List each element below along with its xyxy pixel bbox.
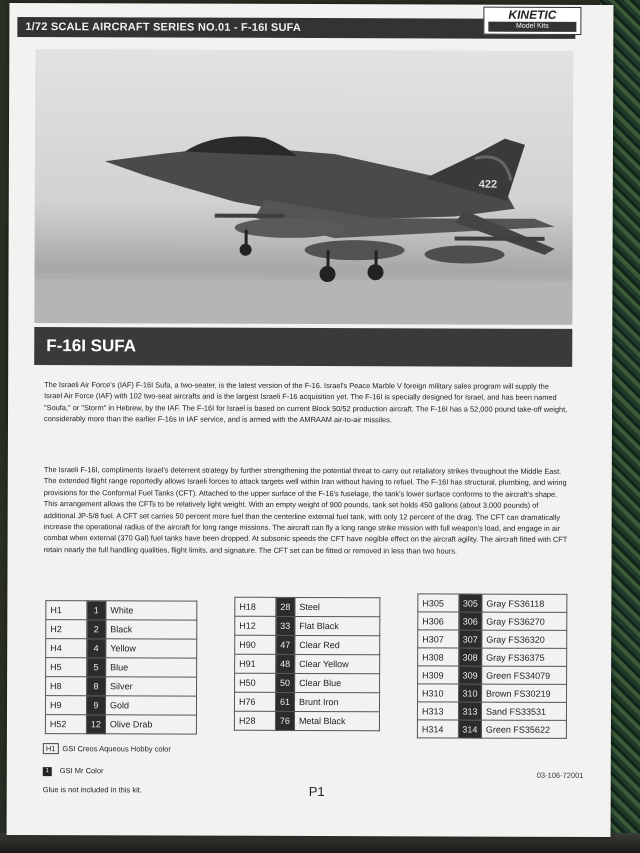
paint-number: 307	[459, 630, 482, 648]
paint-row	[235, 597, 380, 617]
paint-name: Gray FS36270	[482, 612, 567, 630]
paint-name: Yellow	[106, 639, 197, 658]
tail-number: 422	[478, 178, 498, 191]
paint-name: Sand FS33531	[481, 702, 566, 720]
aircraft-photo	[34, 49, 573, 325]
page-number: P1	[308, 783, 325, 800]
paint-table-1	[45, 600, 197, 735]
paint-code: H306	[418, 612, 459, 630]
paint-name: Clear Yellow	[295, 654, 380, 673]
paint-number: 308	[459, 648, 482, 666]
paint-code: H50	[235, 673, 276, 692]
paint-name: Gray FS36118	[482, 594, 567, 612]
paint-number: 47	[276, 635, 295, 654]
paint-row	[46, 639, 197, 659]
section-title: F-16I SUFA	[34, 327, 572, 367]
paint-code: H5	[46, 658, 87, 677]
paint-row	[417, 702, 566, 721]
paint-row	[234, 711, 379, 731]
paint-code: H52	[45, 715, 86, 734]
paint-row	[46, 677, 197, 697]
paint-row	[235, 635, 380, 655]
kinetic-logo	[483, 7, 581, 35]
paint-code: H1	[46, 601, 87, 620]
paint-number: 313	[458, 702, 481, 720]
paint-number: 28	[276, 597, 295, 616]
paint-number: 2	[87, 620, 106, 639]
paint-number: 314	[458, 720, 481, 738]
paint-name: Gray FS36320	[482, 630, 567, 648]
paint-name: Brown FS30219	[482, 684, 567, 702]
legend-aqueous	[43, 744, 171, 753]
paint-code: H91	[235, 654, 276, 673]
paint-code: H308	[418, 648, 459, 666]
paint-row	[418, 666, 567, 685]
paint-name: Clear Blue	[295, 673, 380, 692]
paint-code: H12	[235, 616, 276, 635]
legend-code-box: H1	[43, 743, 59, 754]
paint-row	[234, 692, 379, 712]
paint-code: H307	[418, 630, 459, 648]
legend-aqueous-text: GSI Creos Aqueous Hobby color	[62, 744, 171, 754]
paint-row	[46, 620, 197, 640]
paint-row	[418, 648, 567, 667]
paint-code: H28	[234, 711, 275, 730]
paint-row	[418, 612, 567, 631]
paint-number: 8	[87, 677, 106, 696]
paint-number: 309	[459, 666, 482, 684]
paint-row	[235, 673, 380, 693]
intro-paragraph: The Israeli Air Force's (IAF) F-16I Sufa, a two-seater, is the latest version of the F-16. Israel's Peace Marble V foreign military sales program will supply the Israel Air Force (IAF) with 102 two-seat aircrafts and is the largest Israeli F-16 acquisition yet. The F-16I is specially designed for Israel, and has been named "Soufa," or "Storm" in Hebrew, by the IAF. The F-16I for Israel is based on current Block 50/52 production aircraft. The F-16I has a 52,000 pound take-off weight, considerably more than the earlier F-16s in IAF service, and is armed with the AMRAAM air-to-air missiles.	[43, 380, 568, 425]
paint-number: 4	[87, 639, 106, 658]
paint-number: 50	[276, 673, 295, 692]
paint-number: 310	[459, 684, 482, 702]
part-number: 03-106-72001	[536, 770, 584, 780]
paint-table-3	[417, 593, 568, 739]
paint-name: Blue	[106, 658, 197, 677]
paint-code: H305	[418, 594, 459, 612]
instruction-sheet	[7, 3, 614, 837]
paint-code: H314	[417, 720, 458, 738]
paint-name: Black	[106, 620, 197, 639]
paint-row	[418, 684, 567, 703]
legend-mr-text: GSI Mr Color	[59, 766, 104, 776]
series-title: 1/72 SCALE AIRCRAFT SERIES NO.01 - F-16I SUFA	[25, 21, 302, 34]
paint-code: H2	[46, 620, 87, 639]
paint-row	[45, 715, 196, 735]
paint-code: H76	[234, 692, 275, 711]
paint-number: 76	[275, 711, 294, 730]
paint-number: 12	[86, 715, 105, 734]
paint-row	[418, 594, 567, 613]
legend-mr-color	[43, 766, 104, 776]
paint-number: 61	[275, 692, 294, 711]
paint-number: 5	[87, 658, 106, 677]
brand-name: KINETIC	[508, 7, 557, 22]
paint-name: Metal Black	[294, 711, 379, 730]
paint-number: 48	[276, 654, 295, 673]
cft-paragraph: The Israeli F-16I, compliments Israel's deterrent strategy by further strengthening the potential threat to carry out retaliatory strikes throughout the Middle East. The extended flight range reportedly allows Israeli forces to attack targets well within Iran without having to refuel. The F-16I has structural, plumbing, and wiring provisions for the Conformal Fuel Tanks (CFT). Attached to the upper surface of the F-16's fuselage, the tank's lower surface conforms to the aircraft's shape. This arrangement allows the CFTs to be relatively light weight. With an empty weight of 900 pounds, tank set holds 450 gallons (about 3,000 pounds) of additional JP-5/8 fuel. A CFT set carries 50 percent more fuel than the centerline external fuel tank, with only 12 percent of the drag. The CFT can dramatically increase the operational radius of the aircraft for long range missions. The aircraft can fly a long range strike mission with full weapon's load, and engage in air combat when external (370 Gal) fuel tanks have been dropped. At subsonic speeds the CFT have negible effect on the aircraft agility. The aircraft fitted with CFT retain nearly the full handling qualities, flight limits, and signature. The CFT set can be fitted or removed in less than two hours.	[43, 465, 568, 556]
paint-row	[46, 601, 197, 621]
paint-name: Green FS35622	[481, 720, 566, 738]
paint-name: Gold	[105, 696, 196, 715]
paint-row	[235, 654, 380, 674]
paint-code: H90	[235, 635, 276, 654]
paint-code: H310	[418, 684, 459, 702]
paint-row	[235, 616, 380, 636]
glue-note: Glue is not included in this kit.	[42, 785, 142, 795]
paint-row	[45, 696, 196, 716]
paint-number: 305	[459, 594, 482, 612]
paint-name: Olive Drab	[105, 715, 196, 734]
paint-name: Flat Black	[295, 616, 380, 635]
paint-name: White	[106, 601, 197, 620]
paint-name: Gray FS36375	[482, 648, 567, 666]
paint-number: 1	[87, 601, 106, 620]
paint-name: Brunt Iron	[294, 692, 379, 711]
paint-name: Steel	[295, 597, 380, 616]
paint-number: 33	[276, 616, 295, 635]
paint-name: Silver	[106, 677, 197, 696]
paint-name: Clear Red	[295, 635, 380, 654]
paint-row	[46, 658, 197, 678]
paint-code: H8	[46, 677, 87, 696]
paint-code: H309	[418, 666, 459, 684]
paint-code: H9	[45, 696, 86, 715]
paint-row	[418, 630, 567, 649]
paint-code: H18	[235, 597, 276, 616]
paint-number: 9	[86, 696, 105, 715]
paint-code: H313	[417, 702, 458, 720]
paint-name: Green FS34079	[482, 666, 567, 684]
paint-row	[417, 720, 566, 739]
paint-table-2	[234, 597, 380, 732]
paint-code: H4	[46, 639, 87, 658]
paint-number: 306	[459, 612, 482, 630]
legend-number-box: 1	[43, 767, 52, 776]
brand-subtitle: Model Kits	[488, 22, 576, 32]
